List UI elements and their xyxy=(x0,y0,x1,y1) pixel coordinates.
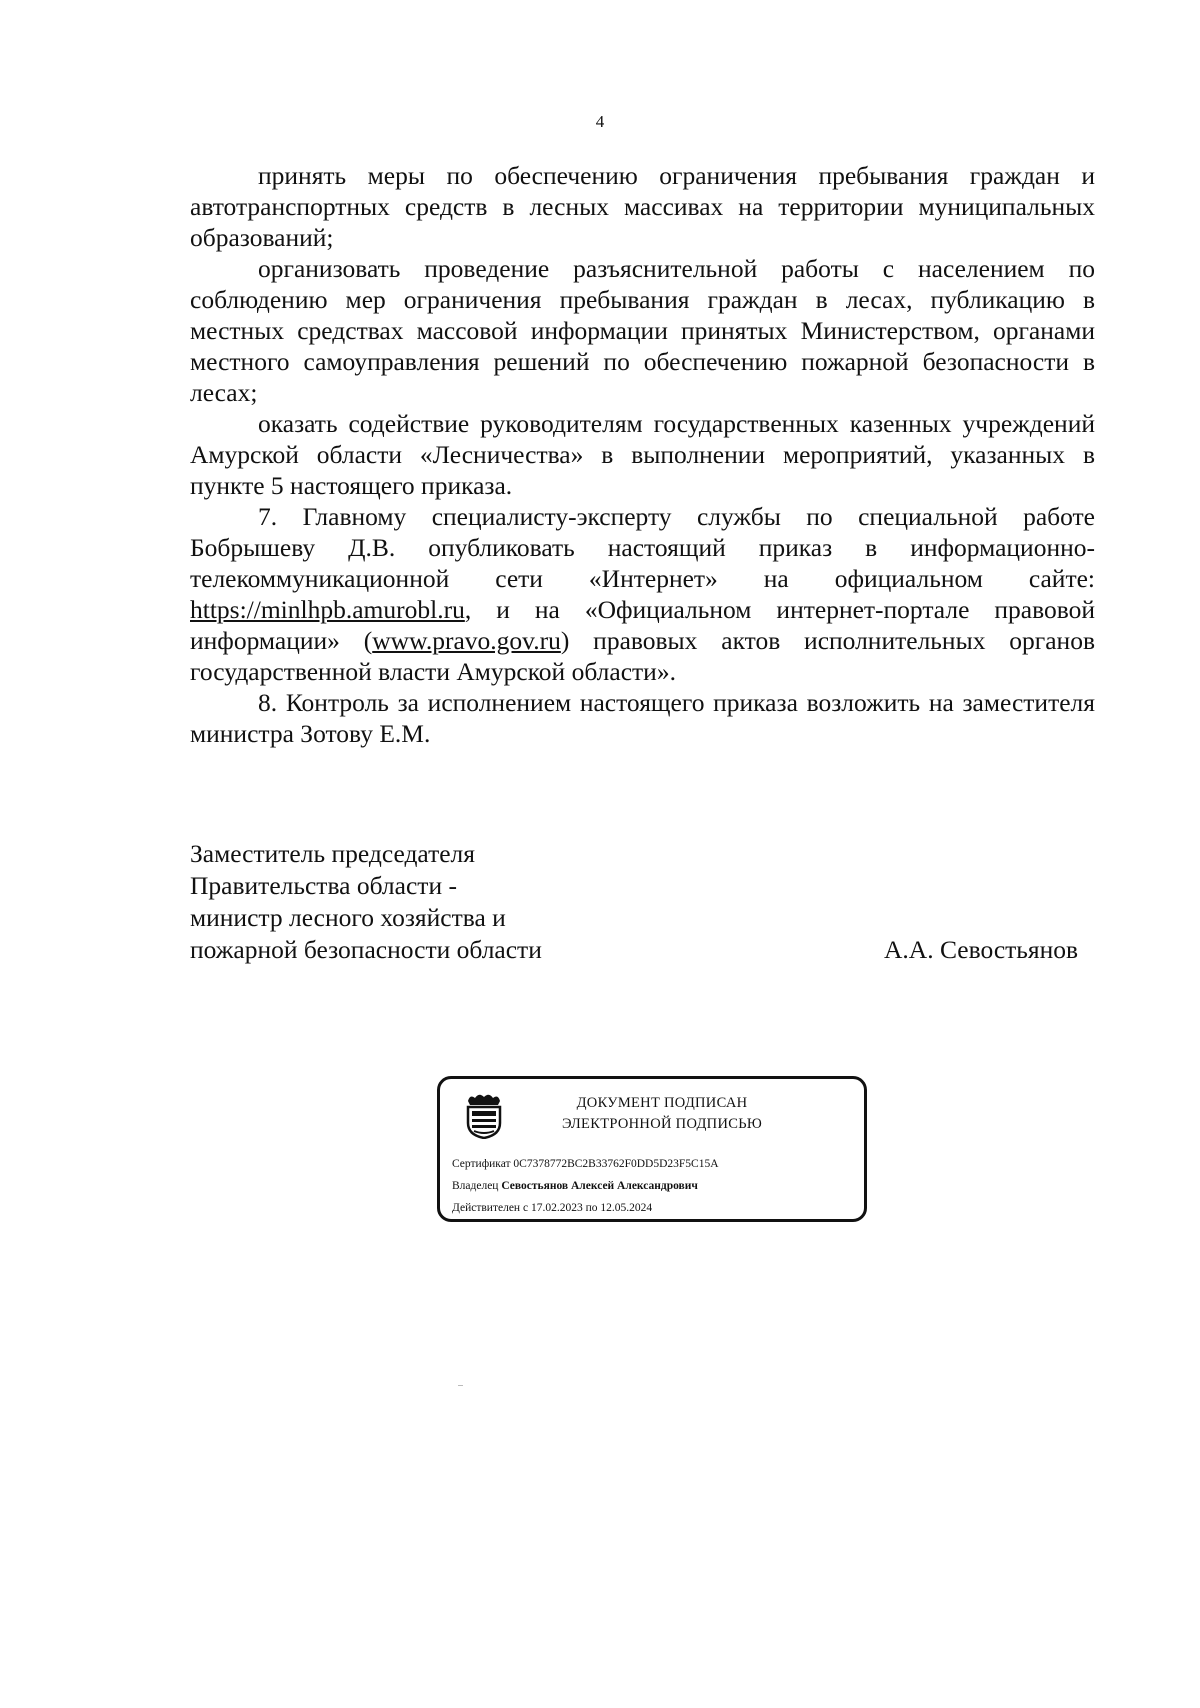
signer-name: А.А. Севостьянов xyxy=(884,935,1079,964)
paragraph-item-8: 8. Контроль за исполнением настоящего приказа возложить на заместителя министра Зотову Е.М. xyxy=(190,688,1095,748)
valid-to-date: 12.05.2024 xyxy=(600,1202,653,1214)
owner-row xyxy=(452,1175,719,1197)
valid-to-label: по xyxy=(585,1202,598,1214)
paragraph-assistance: оказать содействие руководителям государственных казенных учреждений Амурской области «Лесничества» в выполнении мероприятий, указанных в пункте 5 настоящего приказа. xyxy=(190,409,1095,500)
valid-from-label: с xyxy=(522,1202,529,1214)
valid-from-date: 17.02.2023 xyxy=(530,1202,583,1214)
item7-text-after: ) правовых актов исполнительных органов государственной власти Амурской области». xyxy=(190,626,1095,686)
validity-row xyxy=(452,1197,719,1219)
signatory-line: министр лесного хозяйства и xyxy=(190,903,506,932)
site-link[interactable]: https://minlhpb.amurobl.ru xyxy=(190,595,465,624)
stamp-title-line: ДОКУМЕНТ ПОДПИСАН xyxy=(576,1095,748,1111)
paragraph-item-7 xyxy=(190,501,1095,687)
signatory-line: Правительства области - xyxy=(190,871,457,900)
paragraph-outreach: организовать проведение разъяснительной работы с населением по соблюдению мер ограничения пребывания граждан в лесах, публикацию в местных средствах массовой информации принятых Министерством, органами местного самоуправления решений по обеспечению пожарной безопасности в лесах; xyxy=(190,254,1095,407)
document-body xyxy=(190,160,1095,749)
valid-label: Действителен xyxy=(452,1202,521,1214)
signatory-line: пожарной безопасности области xyxy=(190,935,542,964)
signatory-line: Заместитель председателя xyxy=(190,839,475,868)
stamp-title xyxy=(532,1093,792,1135)
item7-text-middle: , и на «Официальном интернет-портале правовой информации» ( xyxy=(190,595,1095,655)
owner-label: Владелец xyxy=(452,1180,499,1192)
certificate-number: 0C7378772BC2B33762F0DD5D23F5C15A xyxy=(513,1158,719,1170)
page-number: 4 xyxy=(595,112,605,131)
scan-artifact xyxy=(458,1385,463,1386)
stamp-details xyxy=(452,1153,719,1219)
certificate-label: Сертификат xyxy=(452,1158,511,1170)
owner-name: Севостьянов Алексей Александрович xyxy=(501,1180,698,1192)
portal-link[interactable]: www.pravo.gov.ru xyxy=(372,626,561,655)
electronic-signature-stamp xyxy=(437,1076,867,1222)
paragraph-restrict-access: принять меры по обеспечению ограничения пребывания граждан и автотранспортных средств в лесных массивах на территории муниципальных образований; xyxy=(190,161,1095,252)
certificate-row xyxy=(452,1153,719,1175)
coat-of-arms-icon xyxy=(462,1091,506,1139)
signatory-title xyxy=(190,838,542,966)
stamp-title-line: ЭЛЕКТРОННОЙ ПОДПИСЬЮ xyxy=(561,1116,763,1132)
item7-text-before: 7. Главному специалисту-эксперту службы по специальной работе Бобрышеву Д.В. опубликовать настоящий приказ в информационно-телекоммуникационной сети «Интернет» на официальном сайте: xyxy=(190,502,1095,593)
